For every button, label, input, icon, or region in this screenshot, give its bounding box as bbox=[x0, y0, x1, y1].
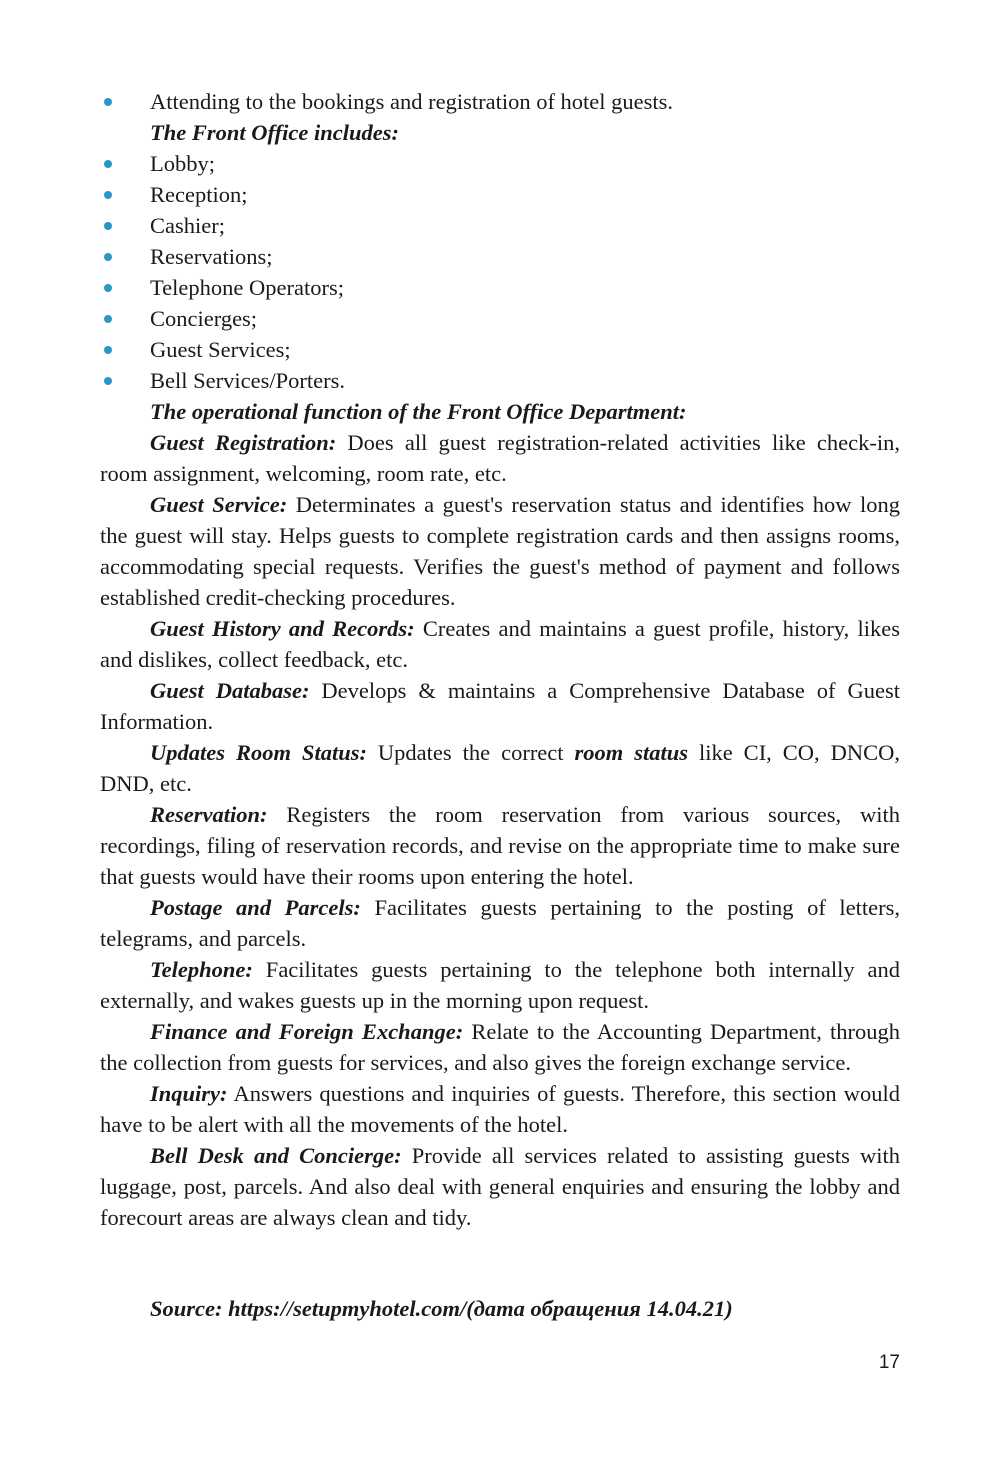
function-term: Telephone: bbox=[150, 957, 253, 982]
bullet-dot-icon bbox=[104, 284, 112, 292]
function-term: Reservation: bbox=[150, 802, 268, 827]
function-term: Inquiry: bbox=[150, 1081, 228, 1106]
function-term: Bell Desk and Concierge: bbox=[150, 1143, 402, 1168]
bullet-item: Concierges; bbox=[100, 303, 900, 334]
function-paragraph: Guest History and Records: Creates and maintains a guest profile, history, likes and dislikes, collect feedback, etc. bbox=[100, 616, 900, 672]
function-paragraph: Reservation: Registers the room reservation from various sources, with recordings, filing of reservation records, and revise on the appropriate time to make sure that guests would have their rooms upon entering the hotel. bbox=[100, 802, 900, 889]
function-term: Postage and Parcels: bbox=[150, 895, 361, 920]
function-paragraph: Telephone: Facilitates guests pertaining to the telephone both internally and externally, and wakes guests up in the morning upon request. bbox=[100, 957, 900, 1013]
page-body bbox=[100, 86, 900, 1233]
function-term: Guest Database: bbox=[150, 678, 310, 703]
function-paragraph: Bell Desk and Concierge: Provide all services related to assisting guests with luggage, post, parcels. And also deal with general enquiries and ensuring the lobby and forecourt areas are always clean and tidy. bbox=[100, 1143, 901, 1230]
function-term: Updates Room Status: bbox=[150, 740, 367, 765]
function-paragraph: Updates Room Status: Updates the correct room status like CI, CO, DNCO, DND, etc. bbox=[100, 740, 901, 796]
bullet-item: Guest Services; bbox=[100, 334, 900, 365]
bullet-item: Reception; bbox=[100, 179, 900, 210]
function-term-inline: room status bbox=[574, 740, 689, 765]
bullet-dot-icon bbox=[104, 346, 112, 354]
bullet-item: Bell Services/Porters. bbox=[100, 365, 900, 396]
function-paragraph: Guest Database: Develops & maintains a Comprehensive Database of Guest Information. bbox=[100, 678, 900, 734]
page-number: 17 bbox=[878, 1352, 900, 1373]
function-paragraph: Guest Service: Determinates a guest's reservation status and identifies how long the guest will stay. Helps guests to complete registration cards and then assigns rooms, accommodating special requests. Verifies the guest's method of payment and follows established credit-checking procedures. bbox=[100, 492, 900, 610]
function-term: Guest History and Records: bbox=[150, 616, 415, 641]
function-term: Guest Registration: bbox=[150, 430, 337, 455]
function-paragraph: Inquiry: Answers questions and inquiries of guests. Therefore, this section would have to be alert with all the movements of the hotel. bbox=[100, 1081, 900, 1137]
bullet-item: Telephone Operators; bbox=[100, 272, 900, 303]
bullet-dot-icon bbox=[104, 315, 112, 323]
bullet-item: Attending to the bookings and registration of hotel guests. bbox=[100, 86, 900, 117]
bullet-dot-icon bbox=[104, 222, 112, 230]
function-term: Finance and Foreign Exchange: bbox=[150, 1019, 464, 1044]
bullet-dot-icon bbox=[104, 191, 112, 199]
bullet-dot-icon bbox=[104, 377, 112, 385]
bullet-dot-icon bbox=[104, 98, 112, 106]
function-paragraph: Guest Registration: Does all guest registration-related activities like check-in, room assignment, welcoming, room rate, etc. bbox=[100, 430, 900, 486]
bullet-item: Lobby; bbox=[100, 148, 900, 179]
includes-heading: The Front Office includes: bbox=[150, 120, 399, 145]
function-paragraph: Finance and Foreign Exchange: Relate to the Accounting Department, through the collection from guests for services, and also gives the foreign exchange service. bbox=[100, 1019, 900, 1075]
bullet-item: Cashier; bbox=[100, 210, 900, 241]
bullet-item: Reservations; bbox=[100, 241, 900, 272]
function-paragraph: Postage and Parcels: Facilitates guests pertaining to the posting of letters, telegrams, and parcels. bbox=[100, 895, 900, 951]
function-term: Guest Service: bbox=[150, 492, 288, 517]
functions-heading: The operational function of the Front Office Department: bbox=[150, 399, 687, 424]
source-citation: Source: https://setupmyhotel.com/(дата обращения 14.04.21) bbox=[150, 1296, 733, 1321]
bullet-dot-icon bbox=[104, 253, 112, 261]
bullet-dot-icon bbox=[104, 160, 112, 168]
